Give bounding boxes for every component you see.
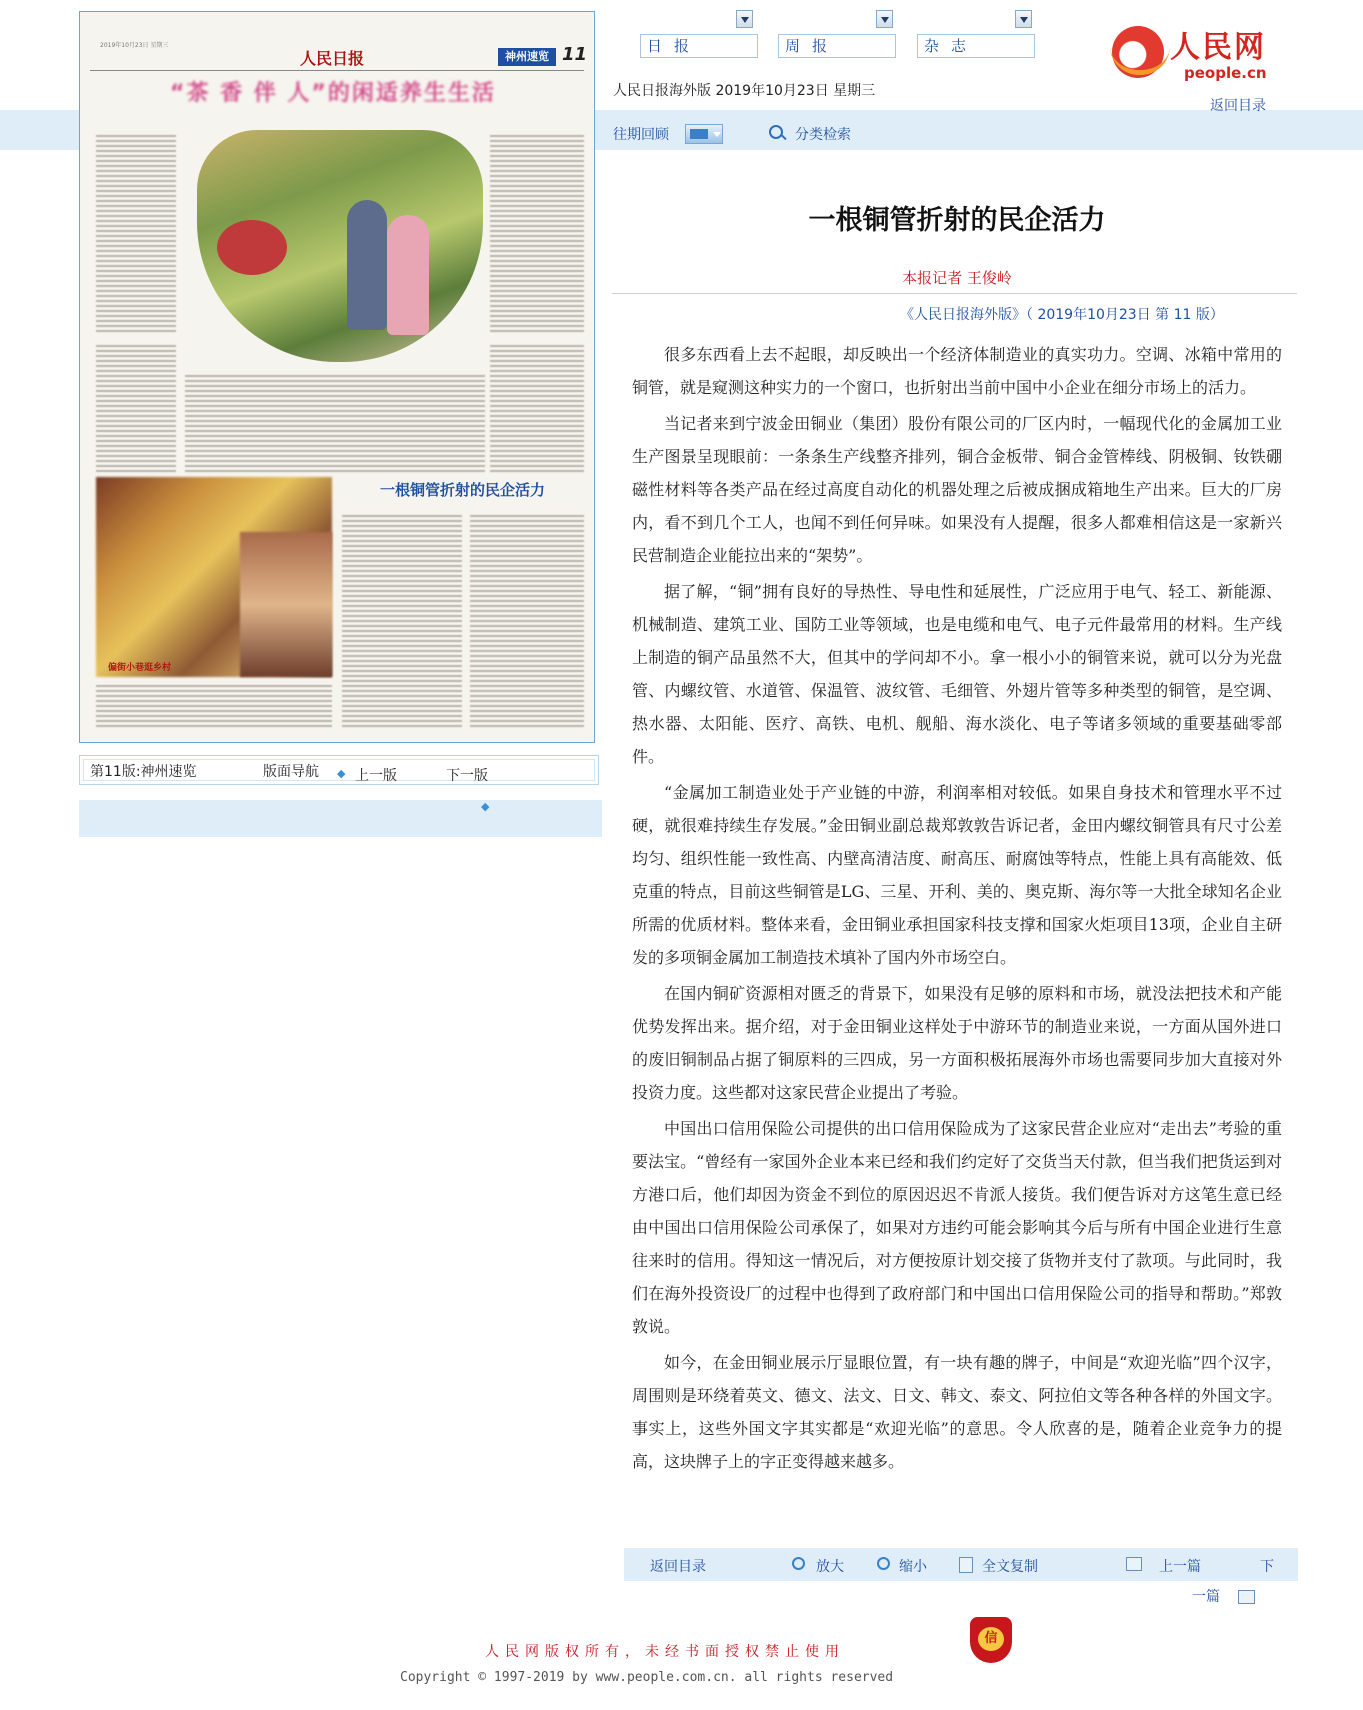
photo-figure: [347, 200, 387, 330]
edition-date-line: 人民日报海外版 2019年10月23日 星期三: [613, 83, 876, 99]
current-page-label[interactable]: 第11版:神州速览: [90, 764, 197, 780]
newspaper-header: [90, 32, 588, 71]
daily-dropdown-arrow[interactable]: [736, 10, 753, 28]
next-article-icon[interactable]: [1238, 1590, 1255, 1604]
weekly-dropdown-arrow[interactable]: [876, 10, 893, 28]
category-search-link[interactable]: 分类检索: [795, 127, 851, 143]
magazine-dropdown-arrow[interactable]: [1015, 10, 1032, 28]
newspaper-headline-top[interactable]: “茶 香 伴 人”的闲适养生生活: [170, 81, 496, 106]
newspaper-page-image[interactable]: [79, 11, 595, 743]
newspaper-photo-person[interactable]: [240, 532, 332, 677]
article-paragraph: 当记者来到宁波金田铜业（集团）股份有限公司的厂区内时，一幅现代化的金属加工业生产图景呈现眼前：一条条生产线整齐排列，铜合金板带、铜合金管棒线、阴极铜、钕铁硼磁性材料等各类产品在经过高度自动化的机器处理之后被成捆成箱地生产出来。巨大的厂房内，看不到几个工人，也闻不到任何异味。如果没有人提醒，很多人都难相信这是一家新兴民营制造企业能拉出来的“架势”。: [632, 414, 1282, 565]
newspaper-text-block[interactable]: [470, 512, 584, 727]
credit-badge-icon[interactable]: [970, 1617, 1012, 1665]
weekly-select[interactable]: 周报: [778, 34, 896, 58]
article-paragraph: 在国内铜矿资源相对匮乏的背景下，如果没有足够的原料和市场，就没法把技术和产能优势发挥出来。据介绍，对于金田铜业这样处于中游环节的制造业来说，一方面从国外进口的废旧铜制品占据了铜原料的三四成，另一方面积极拓展海外市场也需要同步加大直接对外投资力度。这些都对这家民营企业提出了考验。: [632, 984, 1282, 1102]
article-paragraph: 如今，在金田铜业展示厅显眼位置，有一块有趣的牌子，中间是“欢迎光临”四个汉字，周围则是环绕着英文、德文、法文、日文、韩文、泰文、阿拉伯文等各种各样的外国文字。事实上，这些外国文字其实都是“欢迎光临”的意思。令人欣喜的是，随着企业竞争力的提高，这块牌子上的字正变得越来越多。: [632, 1353, 1282, 1471]
article-divider: [612, 293, 1297, 294]
arrow-right-icon[interactable]: ◆: [481, 800, 490, 813]
photo-umbrella: [217, 220, 287, 275]
search-handle: [780, 134, 786, 140]
prev-article-icon[interactable]: [1126, 1557, 1142, 1571]
photo-figure: [387, 215, 429, 335]
page-nav-bar: [79, 800, 602, 837]
newspaper-page-number: 11: [562, 44, 588, 65]
zoom-out-button[interactable]: 缩小: [899, 1559, 927, 1575]
next-article-button-part2[interactable]: 一篇: [1192, 1589, 1220, 1605]
article-paragraph: 中国出口信用保险公司提供的出口信用保险成为了这家民营企业应对“走出去”考验的重要法宝。“曾经有一家国外企业本来已经和我们约定好了交货当天付款，但当我们把货运到对方港口后，他们却因为资金不到位的原因迟迟不肯派人接货。我们便告诉对方这笔生意已经由中国出口信用保险公司承保了，如果对方违约可能会影响其今后与所有中国企业进行生意往来时的信用。得知这一情况后，对方便按原计划交接了货物并支付了款项。与此同时，我们在海外投资设厂的过程中也得到了政府部门和中国出口信用保险公司的指导和帮助。”郑敦敦说。: [632, 1119, 1282, 1336]
search-icon[interactable]: [768, 124, 786, 142]
article-title: 一根铜管折射的民企活力: [808, 205, 1106, 236]
newspaper-photo-caption: 偏街小巷逛乡村: [108, 663, 172, 673]
page-navigation: [79, 755, 599, 785]
newspaper-date: 2019年10月23日 星期三: [100, 42, 169, 49]
newspaper-headline-article[interactable]: 一根铜管折射的民企活力: [380, 481, 546, 499]
newspaper-text-block[interactable]: [96, 682, 332, 730]
prev-article-button[interactable]: 上一篇: [1159, 1559, 1201, 1575]
daily-select[interactable]: 日报: [640, 34, 758, 58]
next-page-link[interactable]: 下一版: [446, 768, 488, 784]
article-body: [632, 338, 1282, 1481]
history-calendar-button[interactable]: [685, 124, 723, 144]
history-label: 往期回顾: [613, 127, 669, 143]
newspaper-text-block[interactable]: [185, 372, 485, 472]
footer-copyright-en: Copyright © 1997-2019 by www.people.com.cn. all rights reserved: [400, 1670, 894, 1685]
back-to-directory-link[interactable]: 返回目录: [1210, 98, 1266, 114]
logo-name: 人民网: [1170, 30, 1266, 65]
next-article-button-part1[interactable]: 下: [1260, 1559, 1274, 1575]
newspaper-text-block[interactable]: [96, 342, 176, 472]
article-author: 本报记者 王俊岭: [902, 269, 1012, 287]
article-paragraph: 据了解，“铜”拥有良好的导热性、导电性和延展性，广泛应用于电气、轻工、新能源、机械制造、建筑工业、国防工业等领域，也是电缆和电气、电子元件最常用的材料。生产线上制造的铜产品虽然不大，但其中的学问却不小。拿一根小小的铜管来说，就可以分为光盘管、内螺纹管、水道管、保温管、波纹管、毛细管、外翅片管等多种类型的铜管，是空调、热水器、太阳能、医疗、高铁、电机、舰船、海水淡化、电子等诸多领域的重要基础零部件。: [632, 582, 1282, 766]
newspaper-photo-couple[interactable]: [197, 130, 483, 362]
badge-glyph: 信: [978, 1627, 1004, 1651]
article-paragraph: 很多东西看上去不起眼，却反映出一个经济体制造业的真实功力。空调、冰箱中常用的铜管，就是窥测这种实力的一个窗口，也折射出当前中国中小企业在细分市场上的活力。: [632, 345, 1282, 397]
search-lens: [769, 125, 783, 139]
copy-icon[interactable]: [959, 1557, 973, 1573]
zoom-in-icon[interactable]: [792, 1557, 805, 1570]
newspaper-text-block[interactable]: [490, 342, 584, 472]
article-source: 《人民日报海外版》（ 2019年10月23日 第 11 版）: [900, 307, 1224, 323]
article-toolbar: [624, 1548, 1298, 1581]
copy-all-button[interactable]: 全文复制: [982, 1559, 1038, 1575]
people-logo[interactable]: [1110, 22, 1290, 86]
logo-subtitle: people.cn: [1184, 64, 1267, 82]
zoom-out-icon[interactable]: [877, 1557, 890, 1570]
prev-page-link[interactable]: [337, 765, 397, 785]
newspaper-text-block[interactable]: [490, 132, 584, 332]
layout-nav-link[interactable]: 版面导航: [263, 764, 319, 780]
magazine-select[interactable]: 杂志: [917, 34, 1035, 58]
back-to-directory-button[interactable]: 返回目录: [650, 1559, 706, 1575]
article-paragraph: “金属加工制造业处于产业链的中游，利润率相对较低。如果自身技术和管理水平不过硬，就很难持续生存发展。”金田铜业副总裁郑敦敦告诉记者，金田内螺纹铜管具有尺寸公差均匀、组织性能一致性高、内壁高清洁度、耐高压、耐腐蚀等特点，性能上具有高能效、低克重的特点，目前这些铜管是LG、三星、开利、美的、奥克斯、海尔等一大批全球知名企业所需的优质材料。整体来看，金田铜业承担国家科技支撑和国家火炬项目13项，企业自主研发的多项铜金属加工制造技术填补了国内外市场空白。: [632, 783, 1282, 967]
footer-copyright-cn: 人民网版权所有，未经书面授权禁止使用: [485, 1644, 845, 1660]
newspaper-section-badge: 神州速览: [498, 48, 556, 66]
newspaper-text-block[interactable]: [96, 132, 176, 332]
zoom-in-button[interactable]: 放大: [816, 1559, 844, 1575]
newspaper-text-block[interactable]: [342, 512, 462, 727]
arrow-left-icon: ◆: [337, 767, 346, 780]
newspaper-masthead: 人民日报: [300, 49, 365, 68]
prev-page-label: 上一版: [355, 768, 397, 784]
